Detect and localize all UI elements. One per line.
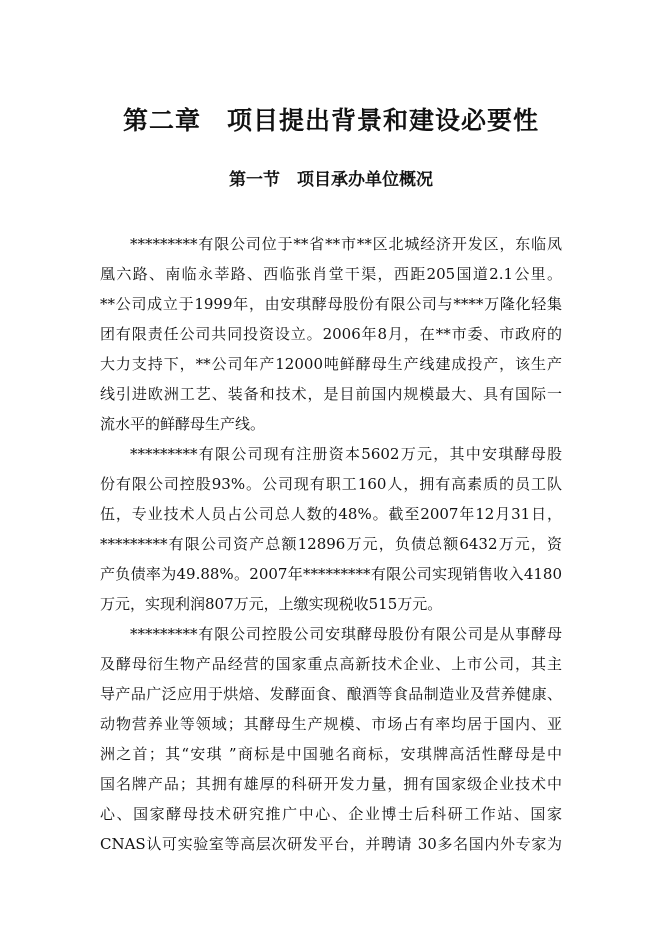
paragraph-3-line-3: 导产品广泛应用于烘焙、发酵面食、酿酒等食品制造业及营养健康、 [100,685,562,703]
paragraph-3-line-1: *********有限公司控股公司安琪酵母股份有限公司是从事酵母 [130,625,562,643]
paragraph-3-line-2: 及酵母衍生物产品经营的国家重点高新技术企业、上市公司，其主 [100,655,562,673]
paragraph-3-line-8: CNAS认可实验室等高层次研发平台，并聘请 30多名国内外专家为 [100,835,562,853]
paragraph-2-line-6: 万元，实现利润807万元，上缴实现税收515万元。 [100,595,443,613]
paragraph-2-line-3: 伍，专业技术人员占公司总人数的48%。截至2007年12月31日， [100,505,562,523]
paragraph-2-line-2: 份有限公司控股93%。公司现有职工160人，拥有高素质的员工队 [100,475,562,493]
chapter-title: 第二章 项目提出背景和建设必要性 [122,106,539,135]
paragraph-3-line-6: 国名牌产品；其拥有雄厚的科研开发力量，拥有国家级企业技术中 [100,775,562,793]
paragraph-1-line-2: 凰六路、南临永莘路、西临张肖堂干渠，西距205国道2.1公里。 [100,265,562,283]
paragraph-3-line-4: 动物营养业等领域；其酵母生产规模、市场占有率均居于国内、亚 [100,715,562,733]
paragraph-1-line-5: 大力支持下，**公司年产12000吨鲜酵母生产线建成投产，该生产 [100,355,562,373]
paragraph-1-line-4: 团有限责任公司共同投资设立。2006年8月，在**市委、市政府的 [100,325,562,343]
paragraph-2-line-5: 产负债率为49.88%。2007年*********有限公司实现销售收入4180 [100,565,562,583]
paragraph-1-line-1: *********有限公司位于**省**市**区北城经济开发区，东临凤 [130,235,562,253]
paragraph-2-line-1: *********有限公司现有注册资本5602万元，其中安琪酵母股 [130,445,562,463]
section-title: 第一节 项目承办单位概况 [229,170,433,190]
paragraph-1-line-3: **公司成立于1999年，由安琪酵母股份有限公司与****万隆化轻集 [100,295,562,313]
paragraph-3-line-7: 心、国家酵母技术研究推广中心、企业博士后科研工作站、国家 [100,805,562,823]
paragraph-3-line-5: 洲之首；其“安琪 ”商标是中国驰名商标，安琪牌高活性酵母是中 [100,745,562,763]
paragraph-1-line-6: 线引进欧洲工艺、装备和技术，是目前国内规模最大、具有国际一 [100,385,562,403]
paragraph-1-line-7: 流水平的鲜酵母生产线。 [100,415,266,433]
paragraph-2-line-4: *********有限公司资产总额12896万元，负债总额6432万元，资 [100,535,562,553]
